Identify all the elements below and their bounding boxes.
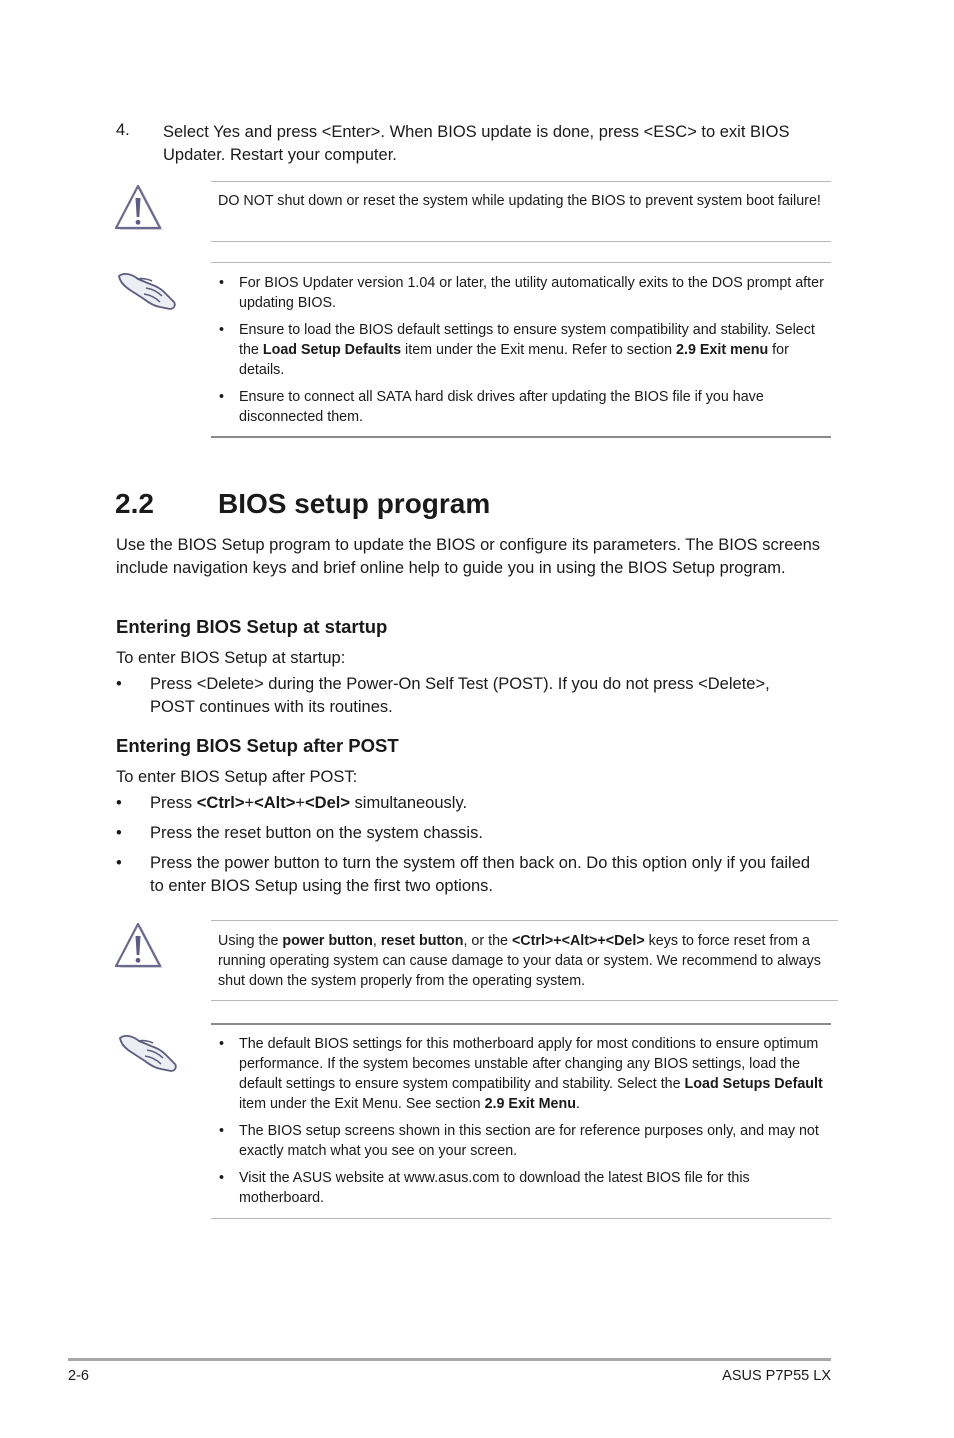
list-item [219,1034,831,1114]
note-body [219,1034,831,1215]
note-bottom-rule [211,436,831,438]
warning-triangle-icon [114,184,164,232]
warning-triangle-icon [114,922,164,970]
key-combination: <Ctrl>+<Alt>+<Del> [511,933,645,949]
list-item [116,792,816,815]
note-bottom-rule [211,1218,831,1219]
section-number: 2.2 [115,488,154,519]
section-title: BIOS setup program [218,488,491,519]
note-item-text: for details. [239,342,789,378]
plus-sign: + [244,794,255,812]
warning-text-part: , [372,933,381,949]
subheading-startup: Entering BIOS Setup at startup [116,616,388,637]
warning-text-part: Using the [218,933,283,949]
warning-text [218,931,836,991]
list-item [219,1168,831,1208]
list-item-text: Press the power button to turn the system off then back on. Do this option only if you failed to enter BIOS Setup using the first two options. [150,854,811,895]
note-item-text: item under the Exit menu. Refer to section [401,342,677,358]
note-top-rule [211,1023,831,1025]
note-item-text: item under the Exit Menu. See section [239,1096,485,1112]
list-item-text: Press the reset button on the system chassis. [150,824,483,842]
bullet: • [219,1036,225,1052]
warning-top-rule [211,181,831,182]
product-name: ASUS P7P55 LX [722,1368,831,1384]
warning-text-part: keys to force reset from a running operating system can cause damage to your data or system. We recommend to always shut down the system properly from the operating system. [218,933,821,989]
warning-bottom-rule [211,241,831,242]
bullet: • [219,1170,225,1186]
note-item-text: Ensure to load the BIOS default settings to ensure system compatibility and stability. Select the [239,322,815,358]
after-post-list [116,792,816,898]
key-alt: <Alt> [254,794,296,812]
list-item [219,273,827,313]
list-item [219,387,827,427]
footer-rule [68,1358,831,1361]
bullet: • [116,794,122,812]
pointing-hand-icon [117,1028,179,1074]
key-del: <Del> [305,794,350,812]
step-number: 4. [116,121,130,139]
bullet: • [116,854,122,872]
note-item-text: . [575,1096,580,1112]
page-number: 2-6 [68,1368,89,1384]
pointing-hand-icon [116,266,178,312]
note-body [219,273,827,434]
note-top-rule [211,262,831,263]
list-item [116,673,816,719]
step-text: Select Yes and press <Enter>. When BIOS update is done, press <ESC> to exit BIOS Updater. Restart your computer. [163,123,790,164]
plus-sign: + [295,794,306,812]
warning-text: DO NOT shut down or reset the system while updating the BIOS to prevent system boot failure! [218,193,821,209]
menu-item-reference: Load Setups Default [684,1076,823,1092]
bullet: • [219,389,225,405]
note-item-text: The BIOS setup screens shown in this section are for reference purposes only, and may not exactly match what you see on your screen. [239,1123,819,1159]
warning-bottom-rule [211,1000,838,1001]
after-post-lead: To enter BIOS Setup after POST: [116,768,358,786]
note-item-text: For BIOS Updater version 1.04 or later, the utility automatically exits to the DOS prompt after updating BIOS. [239,275,824,311]
power-button-term: power button [282,933,373,949]
note-item-text: The default BIOS settings for this motherboard apply for most conditions to ensure optimum performance. If the system becomes unstable after changing any BIOS settings, load the default settings to ensure system compatibility and stability. Select the [239,1036,819,1092]
list-item [219,1121,831,1161]
subheading-after-post: Entering BIOS Setup after POST [116,735,399,756]
key-ctrl: <Ctrl> [196,794,245,812]
note-item-text: Ensure to connect all SATA hard disk drives after updating the BIOS file if you have disconnected them. [239,389,764,425]
bullet: • [219,1123,225,1139]
list-item [116,852,816,898]
warning-top-rule [211,920,838,921]
list-item [219,320,827,380]
section-reference: 2.9 Exit Menu [484,1096,576,1112]
list-item-text: Press [150,794,197,812]
list-item [116,822,816,845]
bullet: • [219,275,225,291]
menu-item-reference: Load Setup Defaults [262,342,402,358]
section-intro: Use the BIOS Setup program to update the BIOS or configure its parameters. The BIOS screens include navigation keys and brief online help to guide you in using the BIOS Setup program. [116,536,821,577]
bullet: • [116,675,122,693]
startup-lead: To enter BIOS Setup at startup: [116,649,346,667]
bullet: • [219,322,225,338]
bullet: • [116,824,122,842]
list-item-text: Press <Delete> during the Power-On Self Test (POST). If you do not press <Delete>, POST continues with its routines. [150,675,770,716]
startup-list [116,673,816,719]
note-item-text: Visit the ASUS website at www.asus.com to download the latest BIOS file for this motherboard. [239,1170,750,1206]
reset-button-term: reset button [380,933,464,949]
warning-text-part: , or the [463,933,512,949]
list-item-text: simultaneously. [349,794,468,812]
section-reference: 2.9 Exit menu [676,342,769,358]
